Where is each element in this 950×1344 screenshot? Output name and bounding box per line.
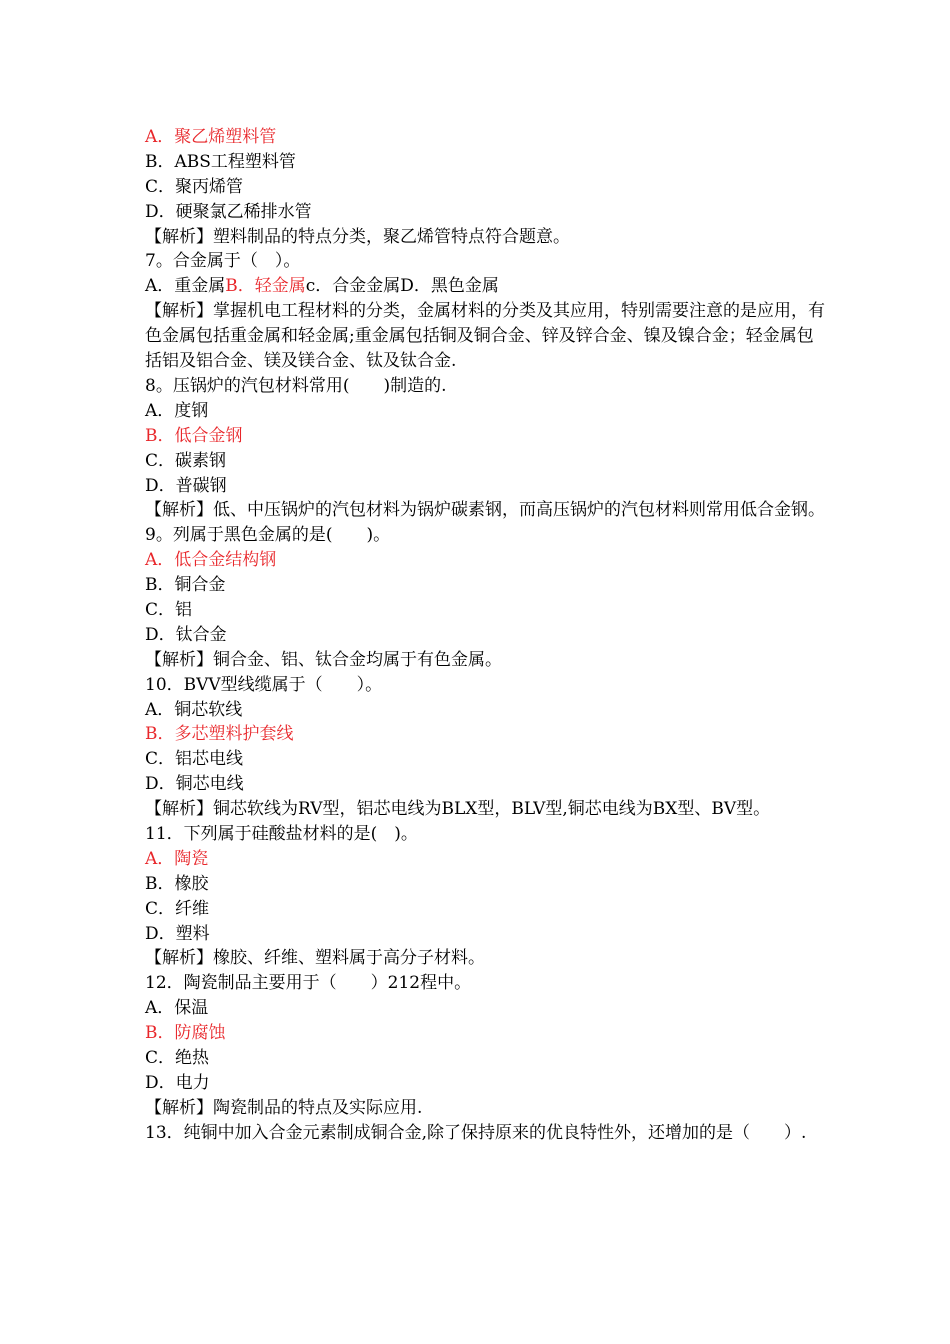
body-text: 11．下列属于硅酸盐材料的是( )。: [145, 824, 418, 845]
text-line: [145, 648, 825, 673]
answer-text: A．低合金结构钢: [145, 550, 277, 571]
text-line: [145, 847, 825, 872]
body-text: 12．陶瓷制品主要用于（ ）212程中。: [145, 973, 472, 994]
answer-text: B．防腐蚀: [145, 1023, 226, 1044]
body-text: C．铝芯电线: [145, 749, 244, 770]
text-line: [145, 449, 825, 474]
body-text: C．聚丙烯管: [145, 176, 244, 197]
text-line: [145, 399, 825, 424]
text-line: [145, 424, 825, 449]
body-text: 【解析】低、中压锅炉的汽包材料为锅炉碳素钢，而高压锅炉的汽包材料则常用低合金钢。: [145, 500, 825, 521]
text-line: [145, 150, 825, 175]
text-line: [145, 822, 825, 847]
text-line: [145, 1021, 825, 1046]
text-line: [145, 523, 825, 548]
document-content: [145, 125, 825, 1146]
body-text: 【解析】铜芯软线为RV型，铝芯电线为BLX型，BLV型,铜芯电线为BX型、BV型。: [145, 799, 771, 820]
text-line: [145, 797, 825, 822]
body-text: D．塑料: [145, 923, 210, 944]
answer-text: A．陶瓷: [145, 848, 209, 869]
text-line: [145, 1046, 825, 1071]
text-line: [145, 747, 825, 772]
text-line: [145, 872, 825, 897]
body-text: A．重金属: [145, 276, 226, 297]
text-line: [145, 474, 825, 499]
body-text: 13．纯铜中加入合金元素制成铜合金,除了保持原来的优良特性外，还增加的是（ ）.: [145, 1122, 807, 1143]
body-text: 10．BVV型线缆属于（ ）。: [145, 674, 383, 695]
text-line: [145, 1121, 825, 1146]
body-text: 9。列属于黑色金属的是( )。: [145, 525, 391, 546]
text-line: [145, 200, 825, 225]
body-text: B．橡胶: [145, 873, 209, 894]
body-text: c．合金金属D．黑色金属: [305, 276, 499, 297]
answer-text: A．聚乙烯塑料管: [145, 127, 277, 147]
answer-text: B．多芯塑料护套线: [145, 724, 294, 745]
answer-text: B．低合金钢: [145, 425, 243, 446]
body-text: 【解析】塑料制品的特点分类，聚乙烯管特点符合题意。: [145, 226, 570, 247]
text-line: [145, 772, 825, 797]
text-line: [145, 1071, 825, 1096]
body-text: D．钛合金: [145, 624, 227, 645]
body-text: 【解析】橡胶、纤维、塑料属于高分子材料。: [145, 948, 485, 969]
text-line: [145, 897, 825, 922]
text-line: [145, 299, 825, 374]
text-line: [145, 698, 825, 723]
text-line: [145, 922, 825, 947]
body-text: D．普碳钢: [145, 475, 227, 496]
text-line: [145, 225, 825, 250]
body-text: 【解析】陶瓷制品的特点及实际应用.: [145, 1097, 423, 1118]
body-text: 【解析】铜合金、铝、钛合金均属于有色金属。: [145, 649, 502, 670]
text-line: [145, 623, 825, 648]
text-line: [145, 249, 825, 274]
text-line: [145, 971, 825, 996]
body-text: A．度钢: [145, 400, 209, 421]
answer-text: B．轻金属: [225, 276, 306, 297]
text-line: [145, 573, 825, 598]
body-text: A．保温: [145, 998, 209, 1019]
body-text: C．纤维: [145, 898, 210, 919]
body-text: D．硬聚氯乙稀排水管: [145, 201, 312, 222]
text-line: [145, 125, 825, 150]
body-text: 8。压锅炉的汽包材料常用( )制造的.: [145, 375, 447, 396]
text-line: [145, 374, 825, 399]
body-text: B．铜合金: [145, 575, 226, 596]
body-text: C．铝: [145, 599, 193, 620]
text-line: [145, 722, 825, 747]
body-text: B．ABS工程塑料管: [145, 151, 296, 172]
body-text: A．铜芯软线: [145, 699, 243, 720]
body-text: 【解析】掌握机电工程材料的分类，金属材料的分类及其应用，特别需要注意的是应用，有色金属包括重金属和轻金属;重金属包括铜及铜合金、锌及锌合金、镍及镍合金；轻金属包括铝及铝合金、镁及镁合金、钛及钛合金.: [145, 301, 825, 372]
text-line: [145, 598, 825, 623]
body-text: C．绝热: [145, 1048, 210, 1069]
text-line: [145, 996, 825, 1021]
body-text: D．电力: [145, 1072, 210, 1093]
text-line: [145, 274, 825, 299]
body-text: D．铜芯电线: [145, 774, 244, 795]
text-line: [145, 946, 825, 971]
text-line: [145, 1096, 825, 1121]
text-line: [145, 548, 825, 573]
body-text: 7。合金属于（ ）。: [145, 251, 301, 272]
text-line: [145, 673, 825, 698]
text-line: [145, 498, 825, 523]
body-text: C．碳素钢: [145, 450, 227, 471]
text-line: [145, 175, 825, 200]
